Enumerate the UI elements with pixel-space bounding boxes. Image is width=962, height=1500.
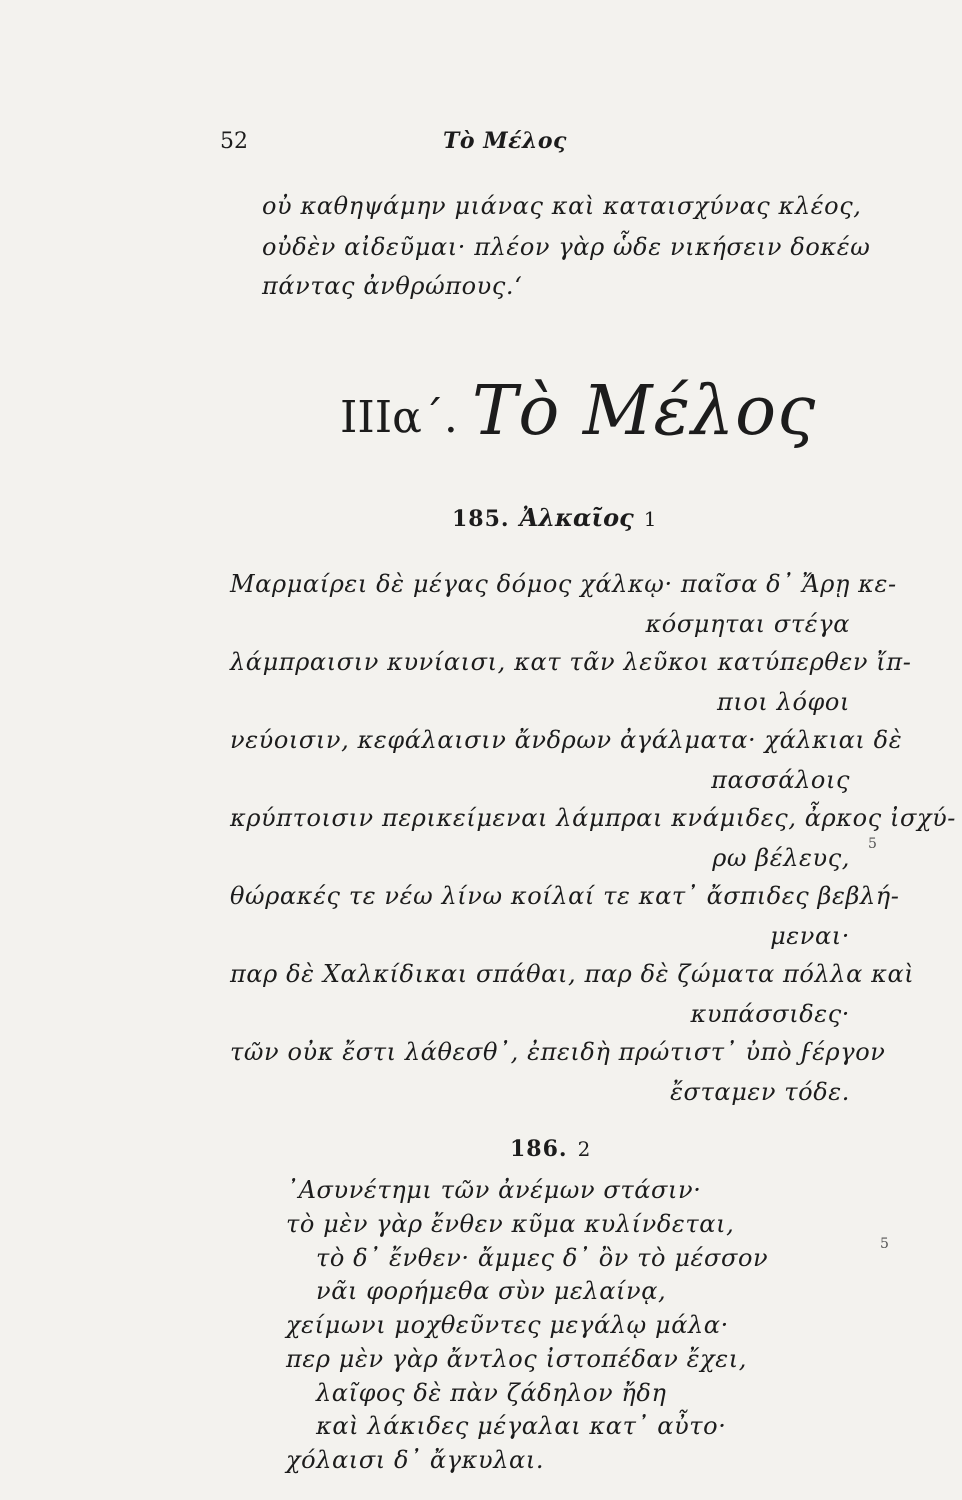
page-number: 52 — [220, 129, 248, 154]
verse-line-continuation: μεναι· — [770, 922, 850, 950]
verse-line: περ μὲν γὰρ ἄντλος ἰστοπέδαν ἔχει, — [286, 1345, 747, 1373]
verse-line: νεύοισιν, κεφάλαισιν ἄνδρων ἀγάλματα· χάλκιαι δὲ — [230, 726, 903, 754]
text-line: πάντας ἀνθρώπους.‘ — [262, 272, 523, 300]
verse-line: χόλαισι δ᾿ ἄγκυλαι. — [286, 1446, 545, 1474]
verse-line-continuation: πασσάλοις — [711, 766, 850, 794]
poem-author: Ἀλκαῖος — [519, 503, 634, 532]
verse-line: ᾿Ασυνέτημι τῶν ἀνέμων στάσιν· — [286, 1176, 702, 1204]
poem-number: 185. — [452, 506, 510, 532]
margin-line-mark: 5 — [880, 1236, 889, 1252]
margin-line-mark: 5 — [868, 836, 877, 852]
verse-line: καὶ λάκιδες μέγαλαι κατ᾿ αὖτο· — [316, 1412, 727, 1440]
verse-line: παρ δὲ Χαλκίδικαι σπάθαι, παρ δὲ ζώματα πόλλα καὶ — [230, 960, 915, 988]
poem-heading-185 — [452, 503, 656, 532]
verse-line: τὸ δ᾿ ἔνθεν· ἄμμες δ᾿ ὂν τὸ μέσσον — [316, 1244, 769, 1272]
verse-line-continuation: κυπάσσιδες· — [690, 1000, 850, 1028]
verse-line-continuation: ρω βέλευς, — [712, 844, 850, 872]
verse-line-continuation: ἔσταμεν τόδε. — [670, 1078, 850, 1106]
text-line: οὐ καθηψάμην μιάνας καὶ καταισχύνας κλέος, — [262, 192, 862, 220]
verse-line: Μαρμαίρει δὲ μέγας δόμος χάλκῳ· παῖσα δ᾿ Ἄρῃ κε- — [230, 570, 897, 598]
footnote-ref: 1 — [643, 507, 657, 531]
verse-line: νᾶι φορήμεθα σὺν μελαίνᾳ, — [316, 1277, 667, 1305]
verse-line-continuation: πιοι λόφοι — [717, 688, 850, 716]
verse-line: χείμωνι μοχθεῦντες μεγάλῳ μάλα· — [286, 1311, 729, 1339]
verse-line: λαῖφος δὲ πὰν ζάδηλον ἤδη — [316, 1379, 667, 1407]
footnote-ref: 2 — [577, 1137, 591, 1161]
verse-line: λάμπραισιν κυνίαισι, κατ τᾶν λεῦκοι κατύπερθεν ἴπ- — [230, 648, 912, 676]
poem-number: 186. — [510, 1136, 568, 1162]
section-number: ΙΙΙα΄. — [340, 392, 458, 443]
poem-heading-186 — [510, 1136, 590, 1162]
text-line: οὐδὲν αἰδεῦμαι· πλέον γὰρ ὧδε νικήσειν δοκέω — [262, 233, 871, 261]
verse-line: κρύπτοισιν περικείμεναι λάμπραι κνάμιδες, ἆρκος ἰσχύ- — [230, 804, 956, 832]
section-title: Τὸ Μέλος — [472, 372, 817, 451]
running-title: Τὸ Μέλος — [443, 128, 567, 154]
verse-line: θώρακές τε νέω λίνω κοίλαί τε κατ᾿ ἄσπιδες βεβλή- — [230, 882, 900, 910]
verse-line: τῶν οὐκ ἔστι λάθεσθ᾿, ἐπειδὴ πρώτιστ᾿ ὐπὸ ϝέργον — [230, 1038, 886, 1066]
verse-line-continuation: κόσμηται στέγα — [645, 610, 850, 638]
verse-line: τὸ μὲν γὰρ ἔνθεν κῦμα κυλίνδεται, — [286, 1210, 735, 1238]
